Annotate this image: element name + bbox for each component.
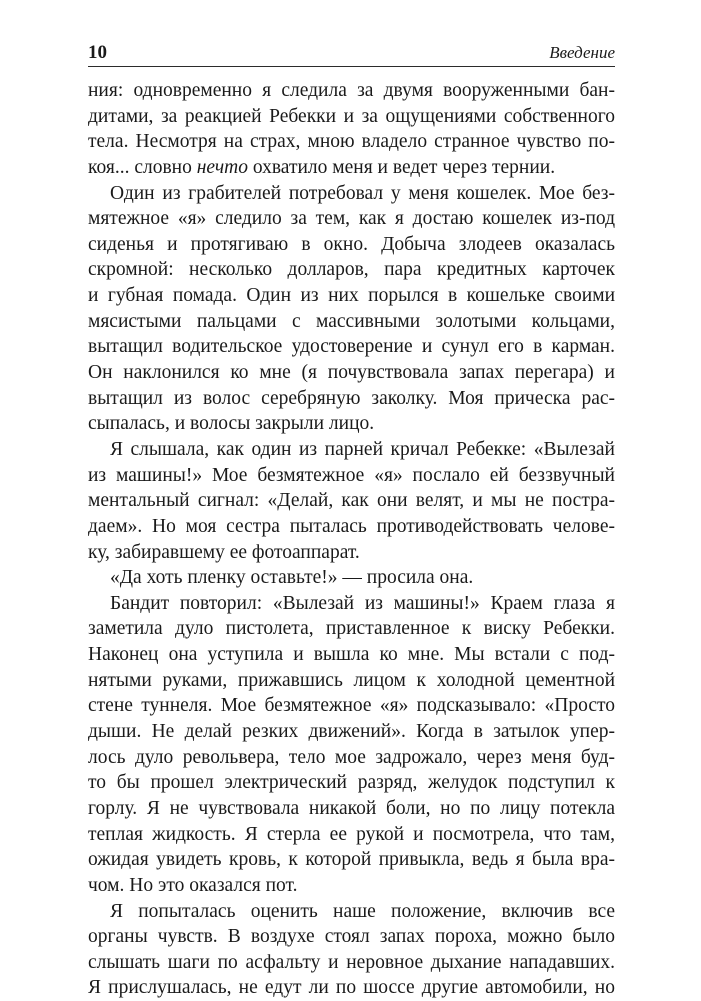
text-line: сыпалась, и волосы закрыли лицо. (88, 413, 375, 435)
text-line: Я попыталась оценить наше положение, включив все (110, 900, 615, 922)
text-line: мясистыми пальцами с массивными золотыми кольцами, (88, 310, 615, 332)
text-line (88, 155, 615, 181)
text-line: горлу. Я не чувствовала никакой боли, но по лицу потекла (88, 797, 615, 819)
text-line: дитами, за реакцией Ребекки и за ощущениями собственного (88, 105, 615, 127)
text-segment: коя... словно (88, 156, 197, 178)
text-line: тела. Несмотря на страх, мною владело странное чувство по- (88, 131, 615, 153)
text-line: Наконец она уступила и вышла ко мне. Мы встали с под- (88, 644, 615, 666)
text-line: ожидая увидеть кровь, к которой привыкла, ведь я была вра- (88, 849, 615, 871)
text-line: нятыми руками, прижавшись лицом к холодной цементной (88, 669, 615, 691)
page-number: 10 (88, 42, 107, 63)
text-line: дыши. Не делай резких движений». Когда в затылок упер- (88, 721, 615, 743)
text-line: «Да хоть пленку оставьте!» — просила она. (110, 567, 474, 589)
italic-word: нечто (196, 156, 248, 178)
text-line: скромной: несколько долларов, пара кредитных карточек (88, 259, 615, 281)
text-line: даем». Но моя сестра пыталась противодействовать челове- (88, 515, 615, 537)
text-line: мятежное «я» следило за тем, как я достаю кошелек из-под (88, 208, 615, 230)
text-line: ментальный сигнал: «Делай, как они велят, и мы не постра- (88, 490, 615, 512)
running-title: Введение (549, 43, 615, 62)
text-line: заметила дуло пистолета, приставленное к виску Ребекки. (88, 618, 615, 640)
text-line: Я слышала, как один из парней кричал Ребекке: «Вылезай (110, 438, 615, 460)
text-line: сиденья и протягиваю в окно. Добыча злодеев оказалась (88, 233, 615, 255)
text-line: Он наклонился ко мне (я почувствовала запах перегара) и (88, 362, 615, 384)
text-line: Бандит повторил: «Вылезай из машины!» Краем глаза я (110, 592, 615, 614)
text-line: ку, забиравшему ее фотоаппарат. (88, 541, 360, 563)
text-line: вытащил из волос серебряную заколку. Моя прическа рас- (88, 387, 615, 409)
running-header (88, 42, 615, 67)
text-line: Я прислушалась, не едут ли по шоссе другие автомобили, но (88, 977, 615, 999)
text-line: теплая жидкость. Я стерла ее рукой и посмотрела, что там, (88, 823, 615, 845)
text-line: из машины!» Мое безмятежное «я» послало ей беззвучный (88, 464, 615, 486)
text-line: ния: одновременно я следила за двумя вооруженными бан- (88, 80, 615, 101)
text-line: чом. Но это оказался пот. (88, 874, 298, 896)
text-line: органы чувств. В воздухе стоял запах пороха, можно было (88, 926, 615, 948)
body-text (88, 78, 615, 1001)
text-line: слышать шаги по асфальту и неровное дыхание нападавших. (88, 951, 615, 973)
text-line: Один из грабителей потребовал у меня кошелек. Мое без- (110, 182, 615, 204)
text-line: вытащил водительское удостоверение и сунул его в карман. (88, 336, 615, 358)
text-line: то бы прошел электрический разряд, желудок подступил к (88, 772, 615, 794)
text-line: лось дуло револьвера, тело мое задрожало, через меня буд- (88, 746, 615, 768)
text-line: и губная помада. Один из них порылся в кошельке своими (88, 285, 615, 307)
text-segment: охватило меня и ведет через тернии. (247, 156, 556, 178)
text-line: стене туннеля. Мое безмятежное «я» подсказывало: «Просто (88, 695, 615, 717)
